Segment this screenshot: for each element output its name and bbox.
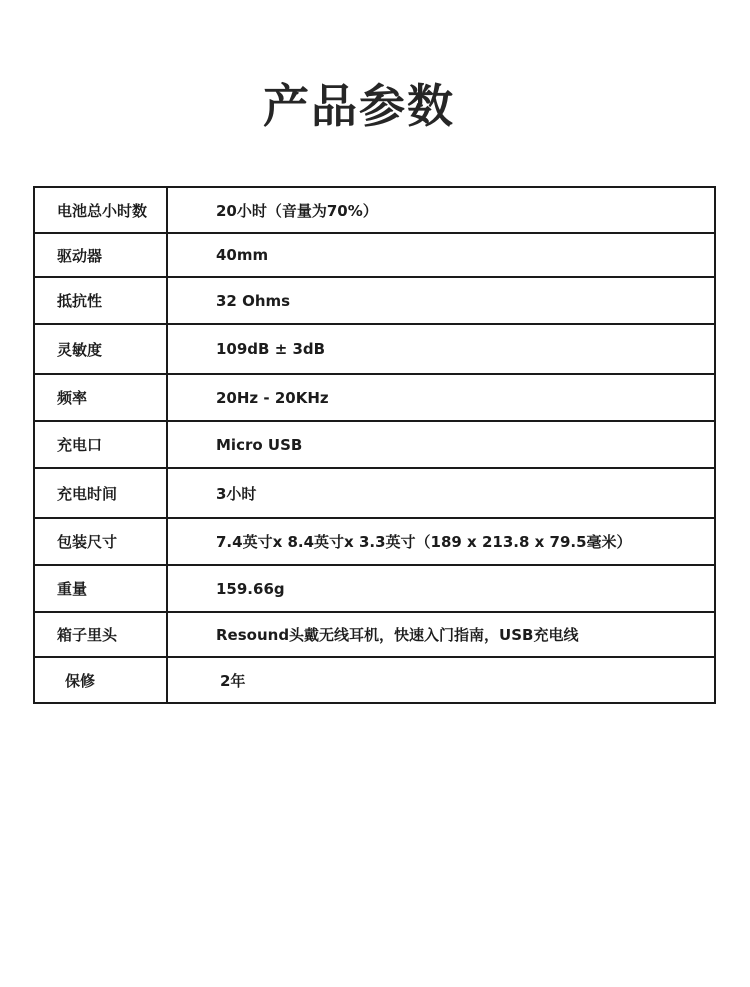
- spec-label: 频率: [35, 375, 168, 420]
- spec-value: 7.4英寸x 8.4英寸x 3.3英寸（189 x 213.8 x 79.5毫米）: [216, 533, 632, 551]
- spec-value: 40mm: [216, 246, 269, 264]
- spec-row-impedance: [35, 278, 714, 325]
- spec-row-charging-time: [35, 469, 714, 519]
- spec-label: 灵敏度: [35, 325, 168, 373]
- spec-label: 充电口: [35, 422, 168, 467]
- spec-row-warranty: [35, 658, 714, 702]
- spec-value: 2年: [220, 671, 246, 690]
- spec-label: 充电时间: [35, 469, 168, 517]
- spec-value: 3小时: [216, 484, 257, 503]
- spec-row-frequency: [35, 375, 714, 422]
- page-title: 产品参数: [263, 79, 455, 133]
- spec-row-battery-hours: [35, 188, 714, 234]
- spec-label: 电池总小时数: [35, 188, 168, 232]
- spec-label: 箱子里头: [35, 613, 168, 656]
- spec-label: 抵抗性: [35, 278, 168, 323]
- spec-label: 保修: [35, 658, 168, 702]
- spec-row-sensitivity: [35, 325, 714, 375]
- spec-label: 重量: [35, 566, 168, 611]
- spec-row-charging-port: [35, 422, 714, 469]
- spec-label: 驱动器: [35, 234, 168, 276]
- spec-value: Micro USB: [216, 435, 303, 454]
- spec-table: [33, 186, 716, 704]
- spec-label: 包装尺寸: [35, 519, 168, 564]
- spec-value: 32 Ohms: [216, 291, 291, 310]
- spec-value: 20小时（音量为70%）: [216, 201, 378, 220]
- spec-row-weight: [35, 566, 714, 613]
- spec-row-in-the-box: [35, 613, 714, 658]
- spec-value: 159.66g: [216, 579, 285, 598]
- spec-row-driver: [35, 234, 714, 278]
- spec-row-package-size: [35, 519, 714, 566]
- spec-value: 20Hz - 20KHz: [216, 388, 329, 407]
- spec-value: 109dB ± 3dB: [216, 340, 326, 358]
- spec-value: Resound头戴无线耳机，快速入门指南，USB充电线: [216, 626, 579, 644]
